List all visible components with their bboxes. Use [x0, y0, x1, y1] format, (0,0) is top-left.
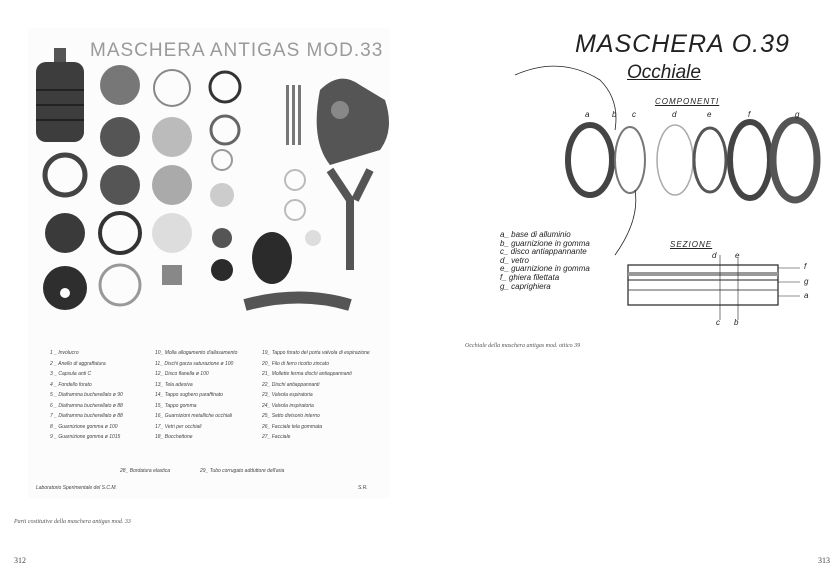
component-letter: d	[672, 110, 677, 119]
legend-item: 4 _ Fondello forato	[50, 381, 92, 388]
legend-item: 2 _ Anello di aggraffatura	[50, 360, 106, 367]
legend-item: 7 _ Diaframma bucherellato ø 88	[50, 413, 123, 419]
legend-item: 23_ Valvola espiratoria	[262, 392, 313, 398]
legend-item: 21_ Mollette ferma dischi antiappannanti	[262, 371, 352, 377]
section-letter: e	[735, 251, 740, 260]
component-letter: f	[748, 110, 751, 119]
section-letter: g	[804, 277, 809, 286]
legend-item: 12_ Disco flanella ø 100	[155, 371, 209, 377]
left-caption: Parti costitutive della maschera antigas mod. 33	[14, 519, 131, 525]
plate-title: MASCHERA ANTIGAS MOD.33	[90, 40, 384, 61]
legend-item: 27_ Facciale	[262, 434, 291, 440]
legend-item: 24_ Valvola inspiratoria	[262, 402, 314, 409]
legend-item: 3 _ Capsula anti C	[50, 371, 92, 377]
section-letter: c	[716, 318, 720, 327]
signature-initials: S.R.	[358, 485, 368, 491]
legend-item: 16_ Guarnizioni metalliche occhiali	[155, 413, 232, 419]
right-page-number: 313	[818, 556, 830, 565]
legend-item: 8 _ Guarnizione gomma ø 100	[50, 423, 118, 430]
laboratory-line: Laboratorio Sperimentale del S.C.M.	[36, 485, 117, 491]
legend-item: 5 _ Diaframma bucherellato ø 90	[50, 392, 123, 398]
part-item: f_ ghiera filettata	[500, 272, 560, 282]
legend-item: 13_ Tela adesiva	[155, 381, 193, 388]
part-item: g_ caprighiera	[500, 281, 551, 291]
component-letter: c	[632, 110, 636, 119]
component-letter: b	[612, 110, 617, 119]
legend-item: 6 _ Diaframma bucherellato ø 88	[50, 402, 123, 409]
section-heading: SEZIONE	[670, 240, 713, 249]
legend-item: 9 _ Guarnizione gomma ø 1015	[50, 434, 121, 440]
right-caption: Occhiale della maschera antigas mod. ottico 39	[465, 343, 581, 349]
part-item: d_ vetro	[500, 255, 529, 265]
legend-item: 29_ Tubo corrugato adduttore dell'aria	[200, 468, 285, 474]
left-page-number: 312	[14, 556, 26, 565]
section-drawing	[628, 255, 800, 320]
parts-list	[500, 231, 590, 291]
legend-item: 26_ Facciale tela gommata	[262, 423, 323, 430]
exploded-components	[515, 66, 817, 255]
legend-item: 10_ Molla allogamento d'allasamento	[155, 350, 238, 356]
legend-item: 28_ Bordatura elastica	[120, 468, 171, 474]
legend-item: 17_ Vetri per occhiali	[155, 423, 202, 430]
facepiece-illustration	[245, 79, 389, 305]
section-letter: d	[712, 251, 717, 260]
legend-item: 14_ Tappo sughero paraffinato	[155, 392, 223, 398]
component-letter: g	[795, 110, 800, 119]
component-letter: e	[707, 110, 712, 119]
canister-illustration	[36, 48, 84, 142]
legend-item: 1 _ Involucro	[50, 350, 79, 356]
page-subtitle: Occhiale	[627, 62, 701, 83]
legend-item: 11_ Dischi garza saturazione ø 100	[155, 360, 234, 367]
part-item: b_ guarnizione in gomma	[500, 238, 590, 248]
legend-item: 20_ Filo di ferro ricotto zincato	[262, 360, 329, 367]
part-item: e_ guarnizione in gomma	[500, 264, 590, 274]
legend-column-1	[50, 350, 155, 445]
legend-item: 19_ Tappo forato del porta valvola di espirazione	[262, 350, 370, 356]
legend-item: 15_ Tappo gomma	[155, 402, 197, 409]
legend-column-3	[262, 350, 370, 445]
legend-column-2	[155, 350, 260, 445]
page-title: MASCHERA O.39	[575, 30, 790, 58]
legend-item: 18_ Bocchettone	[155, 434, 193, 440]
section-letter: a	[804, 291, 809, 300]
part-item: c_ disco antiappannante	[500, 247, 587, 257]
part-item: a_ base di alluminio	[500, 230, 571, 239]
components-heading: COMPONENTI	[655, 97, 720, 106]
section-letter: b	[734, 318, 739, 327]
component-letter: a	[585, 110, 590, 119]
section-letter: f	[804, 262, 807, 271]
legend-item: 22_ Dischi antiappannanti	[262, 381, 320, 388]
legend-item: 25_ Setto divisorio interno	[262, 413, 320, 419]
